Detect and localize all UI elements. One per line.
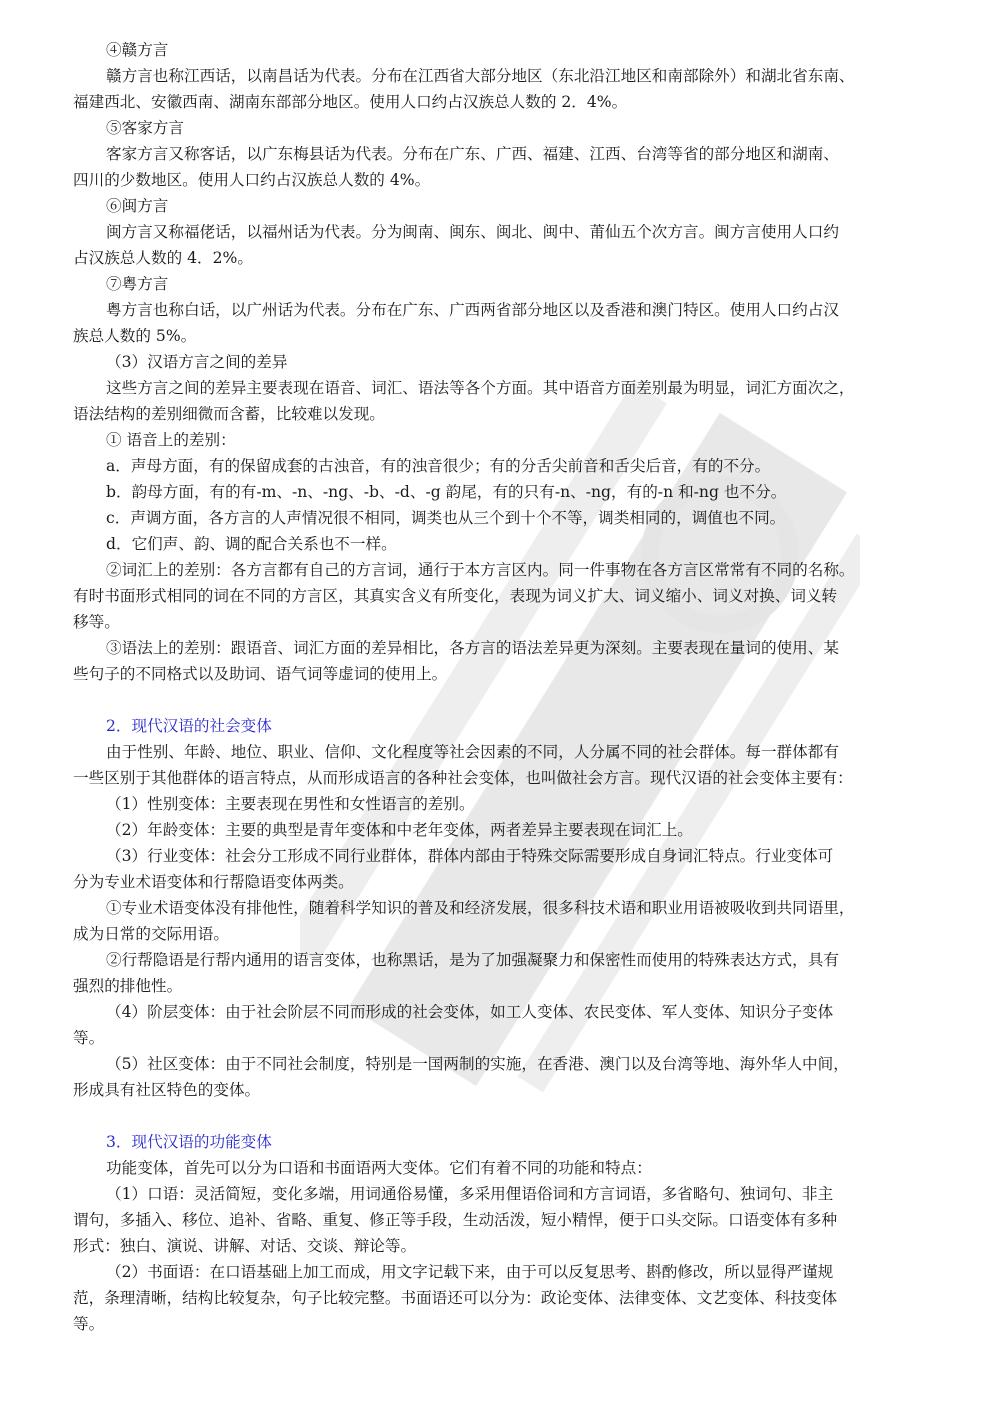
- text-line: （3）汉语方言之间的差异: [106, 353, 288, 371]
- text-line: 等。: [73, 1315, 105, 1333]
- text-line: （1）口语：灵活简短，变化多端，用词通俗易懂，多采用俚语俗词和方言词语，多省略句、独词句、非主: [106, 1185, 834, 1203]
- text-line: c．声调方面，各方言的人声情况很不相同，调类也从三个到十个不等，调类相同的，调值也不同。: [106, 509, 786, 527]
- text-line: 成为日常的交际用语。: [73, 925, 229, 943]
- text-line: ②词汇上的差别：各方言都有自己的方言词，通行于本方言区内。同一件事物在各方言区常常有不同的名称。: [106, 561, 855, 579]
- text-line: d．它们声、韵、调的配合关系也不一样。: [106, 535, 397, 553]
- text-line: 等。: [73, 1029, 105, 1047]
- text-line: ③语法上的差别：跟语音、词汇方面的差异相比，各方言的语法差异更为深刻。主要表现在量词的使用、某: [106, 639, 839, 657]
- text-line: （1）性别变体：主要表现在男性和女性语言的差别。: [106, 795, 475, 813]
- section-heading: 3．现代汉语的功能变体: [106, 1133, 272, 1151]
- text-line: ④赣方言: [106, 41, 169, 59]
- text-line: 粤方言也称白话，以广州话为代表。分布在广东、广西两省部分地区以及香港和澳门特区。使用人口约占汉: [106, 301, 839, 319]
- text-line: ①专业术语变体没有排他性，随着科学知识的普及和经济发展，很多科技术语和职业用语被吸收到共同语里，: [106, 899, 855, 917]
- text-line: 形式：独白、演说、讲解、对话、交谈、辩论等。: [73, 1237, 417, 1255]
- text-line: （3）行业变体：社会分工形成不同行业群体，群体内部由于特殊交际需要形成自身词汇特点。行业变体可: [106, 847, 834, 865]
- section-heading: 2．现代汉语的社会变体: [106, 717, 272, 735]
- text-line: （2）年龄变体：主要的典型是青年变体和中老年变体，两者差异主要表现在词汇上。: [106, 821, 693, 839]
- text-line: 些句子的不同格式以及助词、语气词等虚词的使用上。: [73, 665, 448, 683]
- text-line: 移等。: [73, 613, 120, 631]
- text-line: ⑤客家方言: [106, 119, 184, 137]
- text-line: ① 语音上的差别：: [106, 431, 236, 449]
- text-line: （4）阶层变体：由于社会阶层不同而形成的社会变体，如工人变体、农民变体、军人变体、知识分子变体: [106, 1003, 834, 1021]
- text-line: 强烈的排他性。: [73, 977, 183, 995]
- text-line: a．声母方面，有的保留成套的古浊音，有的浊音很少；有的分舌尖前音和舌尖后音，有的不分。: [106, 457, 771, 475]
- text-line: 形成具有社区特色的变体。: [73, 1081, 261, 1099]
- text-line: （2）书面语：在口语基础上加工而成，用文字记载下来，由于可以反复思考、斟酌修改，所以显得严谨规: [106, 1263, 834, 1281]
- text-line: ⑦粤方言: [106, 275, 169, 293]
- text-line: ⑥闽方言: [106, 197, 169, 215]
- text-line: 占汉族总人数的 4．2%。: [73, 249, 253, 267]
- text-line: 闽方言又称福佬话，以福州话为代表。分为闽南、闽东、闽北、闽中、莆仙五个次方言。闽方言使用人口约: [106, 223, 839, 241]
- text-line: b．韵母方面，有的有-m、-n、-ng、-b、-d、-g 韵尾，有的只有-n、-ng，有的-n 和-ng 也不分。: [106, 483, 787, 501]
- text-line: 这些方言之间的差异主要表现在语音、词汇、语法等各个方面。其中语音方面差别最为明显，词汇方面次之，: [106, 379, 855, 397]
- text-line: 有时书面形式相同的词在不同的方言区，其真实含义有所变化，表现为词义扩大、词义缩小、词义对换、词义转: [73, 587, 838, 605]
- text-line: 赣方言也称江西话，以南昌话为代表。分布在江西省大部分地区（东北沿江地区和南部除外）和湖北省东南、: [106, 67, 855, 85]
- text-line: 一些区别于其他群体的语言特点，从而形成语言的各种社会变体，也叫做社会方言。现代汉语的社会变体主要有：: [73, 769, 853, 787]
- text-line: 族总人数的 5%。: [73, 327, 197, 345]
- text-line: 谓句，多插入、移位、追补、省略、重复、修正等手段，生动活泼，短小精悍，便于口头交际。口语变体有多种: [73, 1211, 838, 1229]
- text-line: ②行帮隐语是行帮内通用的语言变体，也称黑话，是为了加强凝聚力和保密性而使用的特殊表达方式，具有: [106, 951, 839, 969]
- text-line: 由于性别、年龄、地位、职业、信仰、文化程度等社会因素的不同，人分属不同的社会群体。每一群体都有: [106, 743, 839, 761]
- text-line: 福建西北、安徽西南、湖南东部部分地区。使用人口约占汉族总人数的 2．4%。: [73, 93, 628, 111]
- text-line: 范，条理清晰，结构比较复杂，句子比较完整。书面语还可以分为：政论变体、法律变体、文艺变体、科技变体: [73, 1289, 838, 1307]
- text-line: 四川的少数地区。使用人口约占汉族总人数的 4%。: [73, 171, 431, 189]
- text-line: 语法结构的差别细微而含蓄，比较难以发现。: [73, 405, 385, 423]
- text-line: 客家方言又称客话，以广东梅县话为代表。分布在广东、广西、福建、江西、台湾等省的部分地区和湖南、: [106, 145, 839, 163]
- text-line: 分为专业术语变体和行帮隐语变体两类。: [73, 873, 354, 891]
- text-line: 功能变体，首先可以分为口语和书面语两大变体。它们有着不同的功能和特点：: [106, 1159, 652, 1177]
- text-line: （5）社区变体：由于不同社会制度，特别是一国两制的实施，在香港、澳门以及台湾等地、海外华人中间，: [106, 1055, 849, 1073]
